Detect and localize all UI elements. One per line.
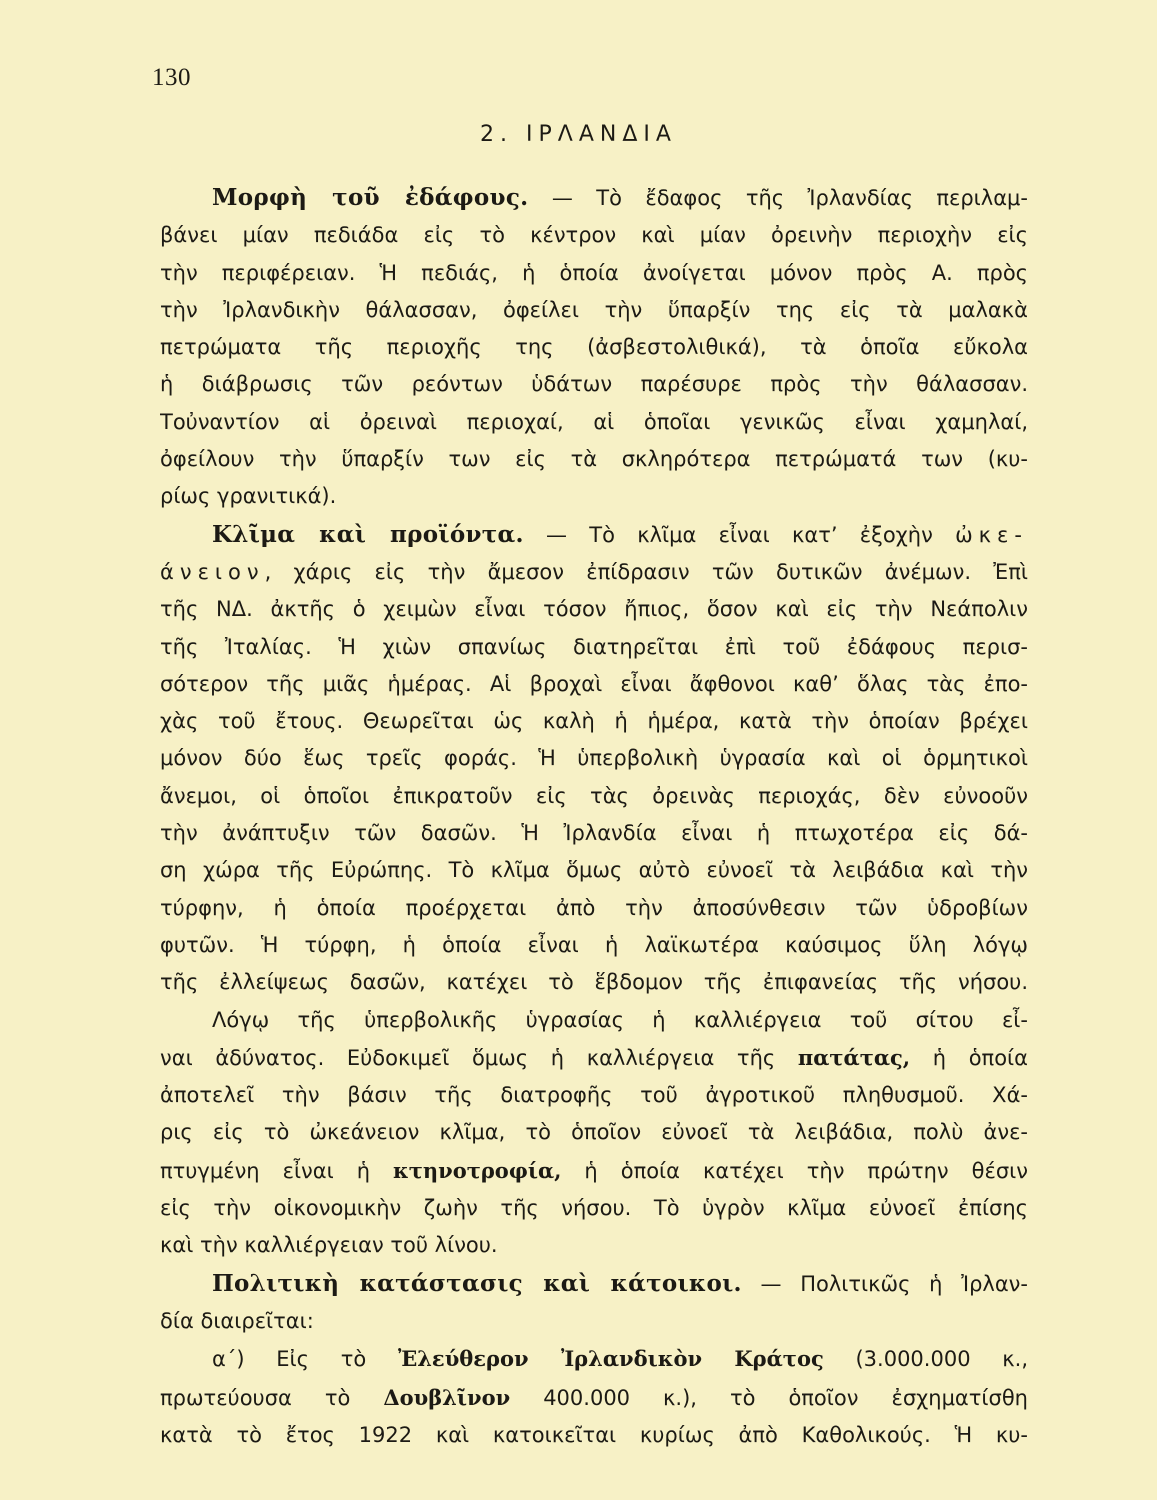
emphasis-spaced: άνειον [160, 559, 265, 584]
text-run: — Πολιτικῶς ἡ Ἰρλαν- [741, 1271, 1028, 1296]
text-line: δία διαιρεῖται: [160, 1308, 314, 1333]
text-line [160, 1039, 1028, 1077]
text-line: τὴν περιφέρειαν. Ἡ πεδιάς, ἡ ὁποία ἀνοίγεται μόνον πρὸς Α. πρὸς [160, 260, 1028, 285]
bold-term: Δουβλῖνον [383, 1384, 511, 1410]
text-line: ρίως γρανιτικά). [160, 484, 337, 509]
text-line: τὴν Ἰρλανδικὴν θάλασσαν, ὀφείλει τὴν ὕπαρξίν της εἰς τὰ μαλακὰ [160, 297, 1028, 322]
text-run: — Τὸ κλῖμα εἶναι κατ’ ἐξοχὴν [523, 522, 956, 547]
bold-term: κτηνοτροφία, [393, 1157, 562, 1183]
bold-term: πατάτας, [797, 1044, 911, 1070]
text-line: ση χώρα τῆς Εὐρώπης. Τὸ κλῖμα ὅμως αὐτὸ εὐνοεῖ τὰ λειβάδια καὶ τὴν [160, 858, 1028, 883]
text-line: τὴν ἀνάπτυξιν τῶν δασῶν. Ἡ Ἰρλανδία εἶναι ἡ πτωχοτέρα εἰς δά- [160, 821, 1028, 846]
text-run: Λόγῳ τῆς ὑπερβολικῆς ὑγρασίας ἡ καλλιέργεια τοῦ σίτου εἶ- [212, 1007, 1028, 1032]
text-run: πτυγμένη εἶναι ἡ [160, 1158, 393, 1183]
emphasis-spaced: ὠκε- [955, 522, 1028, 547]
bold-term: Ἐλεύθερον Ἰρλανδικὸν Κράτος [397, 1346, 824, 1372]
text-line: Τοὐναντίον αἱ ὀρειναὶ περιοχαί, αἱ ὁποῖαι γενικῶς εἶναι χαμηλαί, [160, 409, 1028, 434]
section-heading: Μορφὴ τοῦ ἐδάφους. [212, 184, 529, 211]
text-run: α΄) Εἰς τὸ [212, 1347, 398, 1372]
text-line: χὰς τοῦ ἔτους. Θεωρεῖται ὡς καλὴ ἡ ἡμέρα, κατὰ τὴν ὁποίαν βρέχει [160, 709, 1028, 734]
text-line [160, 554, 1028, 591]
text-line: τύρφην, ἡ ὁποία προέρχεται ἀπὸ τὴν ἀποσύνθεσιν τῶν ὑδροβίων [160, 895, 1028, 920]
text-run: — Τὸ ἔδαφος τῆς Ἰρλανδίας περιλαμ- [528, 186, 1028, 210]
text-line: ρις εἰς τὸ ὠκεάνειον κλῖμα, τὸ ὁποῖον εὐνοεῖ τὰ λειβάδια, πολὺ ἀνε- [160, 1120, 1028, 1145]
page-number: 130 [152, 64, 191, 91]
text-line [160, 1002, 1028, 1039]
text-line: μόνον δύο ἕως τρεῖς φοράς. Ἡ ὑπερβολικὴ ὑγρασία καὶ οἱ ὁρμητικοὶ [160, 746, 1028, 771]
text-line [160, 1340, 1028, 1378]
text-run: , χάρις εἰς τὴν ἄμεσον ἐπίδρασιν τῶν δυτικῶν ἀνέμων. Ἐπὶ [264, 559, 1028, 584]
text-run: 400.000 κ.), τὸ ὁποῖον ἐσχηματίσθη [510, 1385, 1028, 1410]
text-line: σότερον τῆς μιᾶς ἡμέρας. Αἱ βροχαὶ εἶναι ἄφθονοι καθ’ ὅλας τὰς ἐπο- [160, 671, 1028, 696]
text-line: τῆς Ἰταλίας. Ἡ χιὼν σπανίως διατηρεῖται ἐπὶ τοῦ ἐδάφους περισ- [160, 634, 1028, 659]
text-line: φυτῶν. Ἡ τύρφη, ἡ ὁποία εἶναι ἡ λαϊκωτέρα καύσιμος ὕλη λόγῳ [160, 932, 1028, 957]
section-klima [160, 516, 1028, 1002]
text-line [160, 1379, 1028, 1417]
text-run: πρωτεύουσα τὸ [160, 1385, 384, 1410]
body-text [160, 179, 1028, 1454]
text-line: βάνει μίαν πεδιάδα εἰς τὸ κέντρον καὶ μίαν ὀρεινὴν περιοχὴν εἰς [160, 223, 1028, 248]
section-politiki [160, 1265, 1028, 1454]
text-line: ὀφείλουν τὴν ὕπαρξίν των εἰς τὰ σκληρότερα πετρώματά των (κυ- [160, 447, 1028, 472]
text-line: τῆς ἐλλείψεως δασῶν, κατέχει τὸ ἕβδομον τῆς ἐπιφανείας τῆς νήσου. [160, 970, 1028, 995]
section-heading: Κλῖμα καὶ προϊόντα. [212, 520, 524, 548]
text-line [160, 516, 1028, 554]
text-line: καὶ τὴν καλλιέργειαν τοῦ λίνου. [160, 1233, 498, 1258]
text-line: πετρώματα τῆς περιοχῆς της (ἀσβεστολιθικά), τὰ ὁποῖα εὔκολα [160, 335, 1028, 360]
text-line: εἰς τὴν οἰκονομικὴν ζωὴν τῆς νήσου. Τὸ ὑγρὸν κλῖμα εὐνοεῖ ἐπίσης [160, 1196, 1028, 1221]
text-line: ἄνεμοι, οἱ ὁποῖοι ἐπικρατοῦν εἰς τὰς ὀρεινὰς περιοχάς, δὲν εὐνοοῦν [160, 783, 1028, 808]
text-line: τῆς ΝΔ. ἀκτῆς ὁ χειμὼν εἶναι τόσον ἤπιος, ὅσον καὶ εἰς τὴν Νεάπολιν [160, 597, 1028, 622]
section-morphi [160, 179, 1028, 516]
text-line: ἡ διάβρωσις τῶν ρεόντων ὑδάτων παρέσυρε πρὸς τὴν θάλασσαν. [160, 372, 1028, 397]
text-line: κατὰ τὸ ἔτος 1922 καὶ κατοικεῖται κυρίως ἀπὸ Καθολικούς. Ἡ κυ- [160, 1422, 1028, 1447]
text-run: ναι ἀδύνατος. Εὐδοκιμεῖ ὅμως ἡ καλλιέργεια τῆς [160, 1045, 798, 1070]
text-line: ἀποτελεῖ τὴν βάσιν τῆς διατροφῆς τοῦ ἀγροτικοῦ πληθυσμοῦ. Χά- [160, 1083, 1028, 1108]
text-run: ἡ ὁποία [910, 1045, 1028, 1070]
text-line [160, 179, 1028, 217]
chapter-title: 2. ΙΡΛΑΝΔΙΑ [480, 122, 677, 147]
text-run: (3.000.000 κ., [823, 1347, 1028, 1372]
text-run: ἡ ὁποία κατέχει τὴν πρώτην θέσιν [561, 1158, 1028, 1183]
text-line [160, 1265, 1028, 1303]
section-heading: Πολιτικὴ κατάστασις καὶ κάτοικοι. [212, 1269, 742, 1297]
text-line [160, 1152, 1028, 1190]
section-logo [160, 1002, 1028, 1265]
